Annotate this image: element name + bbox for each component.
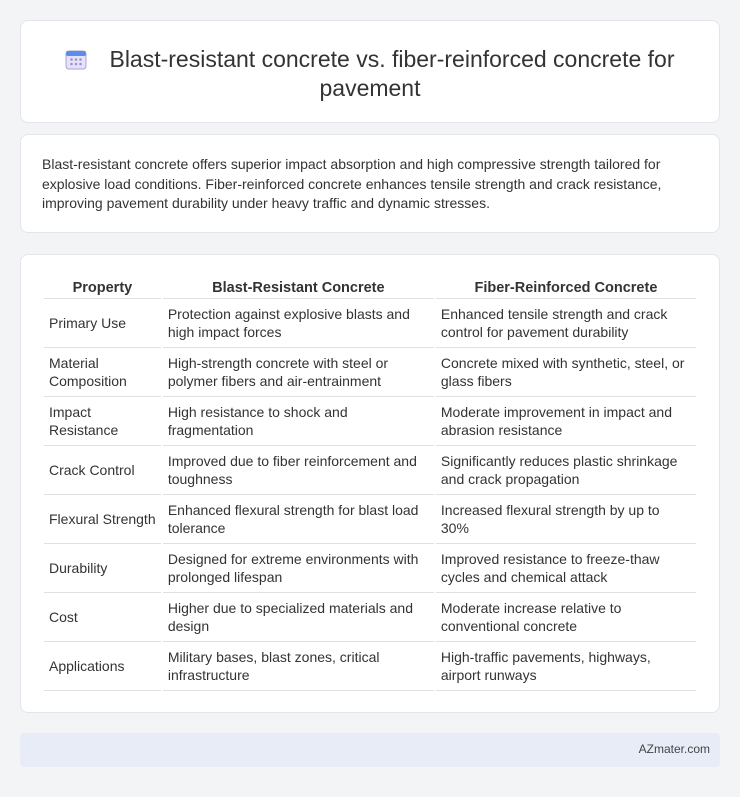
property-cell: Applications <box>44 642 161 691</box>
fiber-cell: Improved resistance to freeze-thaw cycles and chemical attack <box>436 544 696 593</box>
blast-cell: Higher due to specialized materials and design <box>163 593 434 642</box>
fiber-cell: Significantly reduces plastic shrinkage and crack propagation <box>436 446 696 495</box>
fiber-cell: Moderate increase relative to conventional concrete <box>436 593 696 642</box>
table-header-row <box>44 275 696 299</box>
fiber-cell: Concrete mixed with synthetic, steel, or glass fibers <box>436 348 696 397</box>
footer-bar <box>20 733 720 767</box>
blast-cell: Designed for extreme environments with prolonged lifespan <box>163 544 434 593</box>
property-cell: Durability <box>44 544 161 593</box>
footer-brand: AZmater.com <box>638 742 710 756</box>
comparison-table <box>42 275 698 691</box>
calendar-icon <box>65 48 87 70</box>
blast-cell: High-strength concrete with steel or polymer fibers and air-entrainment <box>163 348 434 397</box>
table-row <box>44 495 696 544</box>
title-card <box>20 20 720 123</box>
property-cell: Crack Control <box>44 446 161 495</box>
fiber-cell: Increased flexural strength by up to 30% <box>436 495 696 544</box>
page-title: Blast-resistant concrete vs. fiber-reinforced concrete for pavement <box>109 46 675 101</box>
table-row <box>44 299 696 348</box>
property-cell: Cost <box>44 593 161 642</box>
table-row <box>44 544 696 593</box>
header-property: Property <box>44 275 161 299</box>
summary-card <box>20 134 720 233</box>
table-row <box>44 446 696 495</box>
table-row <box>44 642 696 691</box>
fiber-cell: High-traffic pavements, highways, airport runways <box>436 642 696 691</box>
property-cell: Material Composition <box>44 348 161 397</box>
fiber-cell: Enhanced tensile strength and crack control for pavement durability <box>436 299 696 348</box>
property-cell: Primary Use <box>44 299 161 348</box>
fiber-cell: Moderate improvement in impact and abrasion resistance <box>436 397 696 446</box>
table-row <box>44 593 696 642</box>
blast-cell: Military bases, blast zones, critical infrastructure <box>163 642 434 691</box>
page-title-wrap <box>21 45 719 103</box>
summary-text: Blast-resistant concrete offers superior impact absorption and high compressive strength tailored for explosive load conditions. Fiber-reinforced concrete enhances tensile strength and crack resistance, improving pavement durability under heavy traffic and dynamic stresses. <box>42 156 662 211</box>
header-fiber-reinforced: Fiber-Reinforced Concrete <box>436 275 696 299</box>
table-row <box>44 348 696 397</box>
table-row <box>44 397 696 446</box>
property-cell: Impact Resistance <box>44 397 161 446</box>
comparison-table-card <box>20 254 720 713</box>
header-blast-resistant: Blast-Resistant Concrete <box>163 275 434 299</box>
blast-cell: High resistance to shock and fragmentation <box>163 397 434 446</box>
blast-cell: Protection against explosive blasts and high impact forces <box>163 299 434 348</box>
property-cell: Flexural Strength <box>44 495 161 544</box>
blast-cell: Enhanced flexural strength for blast load tolerance <box>163 495 434 544</box>
blast-cell: Improved due to fiber reinforcement and toughness <box>163 446 434 495</box>
